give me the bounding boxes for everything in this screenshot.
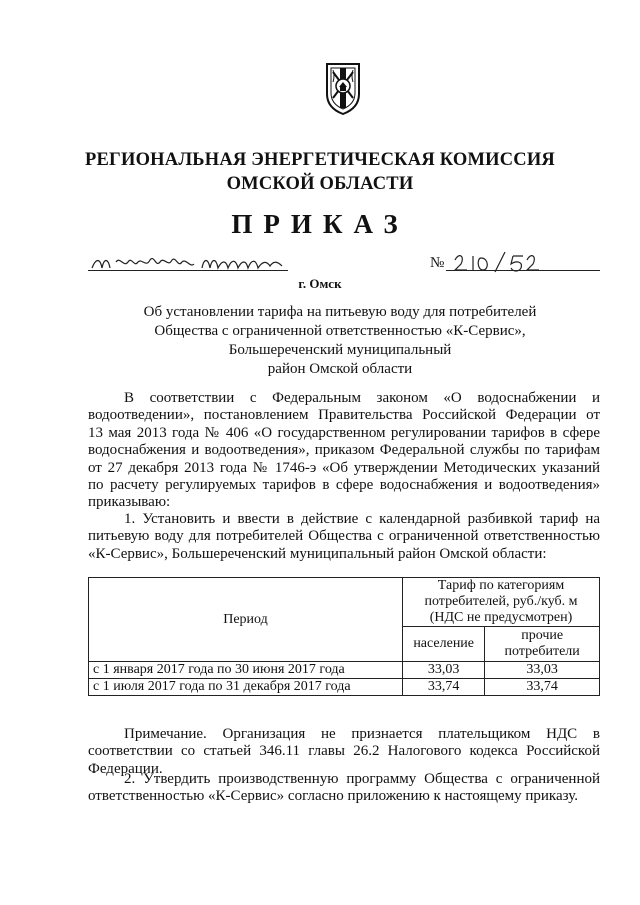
preamble-line: В соответствии с Федеральным законом «О водоснабжении и	[124, 390, 600, 406]
period-cell: с 1 января 2017 года по 30 июня 2017 года	[89, 662, 403, 679]
number-underline	[446, 270, 600, 271]
item1-line: «К-Сервис», Большереченский муниципальный район Омской области:	[88, 545, 547, 562]
note-line: Федерации.	[88, 760, 163, 777]
date-underline	[88, 270, 288, 271]
tariff-header: Тариф по категориям потребителей, руб./куб. м (НДС не предусмотрен)	[403, 578, 600, 627]
item2-paragraph	[88, 771, 600, 806]
preamble-line: приказываю:	[88, 494, 171, 511]
table-row	[89, 679, 600, 696]
item1-paragraph	[88, 511, 600, 563]
note-line: Примечание. Организация не признается плательщиком НДС в	[124, 726, 600, 742]
population-tariff-cell: 33,74	[403, 679, 485, 696]
preamble-paragraph	[88, 390, 600, 512]
city: г. Омск	[298, 276, 342, 291]
note-line: соответствии со статьей 346.11 главы 26.2 Налогового кодекса Российской	[88, 743, 600, 760]
other-tariff-cell: 33,74	[485, 679, 600, 696]
subject-line: район Омской области	[267, 361, 413, 377]
preamble-line: 13 мая 2013 года № 406 «О государственном регулировании тарифов в сфере	[88, 424, 600, 441]
preamble-line: водоотведении», постановлением Правительства Российской Федерации от	[88, 407, 600, 424]
organization-name-line2: ОМСКОЙ ОБЛАСТИ	[226, 174, 414, 194]
preamble-line: по расчету регулируемых тарифов в сфере водоснабжения и водоотведения»	[88, 477, 600, 494]
document-type-title: ПРИКАЗ	[231, 209, 409, 239]
item1-line: питьевую воду для потребителей Общества с ограниченной ответственностью	[88, 528, 600, 545]
table-row	[89, 662, 600, 679]
number-label: №	[430, 255, 445, 271]
item1-line: 1. Установить и ввести в действие с календарной разбивкой тариф на	[124, 511, 600, 527]
period-header: Период	[89, 578, 403, 662]
organization-name-line1: РЕГИОНАЛЬНАЯ ЭНЕРГЕТИЧЕСКАЯ КОМИССИЯ	[84, 150, 555, 170]
item2-line: ответственностью «К-Сервис» согласно приложению к настоящему приказу.	[88, 788, 578, 805]
subject-line: Об установлении тарифа на питьевую воду для потребителей	[143, 304, 537, 320]
preamble-line: водоснабжения и водоотведения», приказом Федеральной службы по тарифам	[88, 442, 600, 459]
population-tariff-cell: 33,03	[403, 662, 485, 679]
other-tariff-cell: 33,03	[485, 662, 600, 679]
other-consumers-header: прочие потребители	[485, 627, 600, 662]
period-cell: с 1 июля 2017 года по 31 декабря 2017 года	[89, 679, 403, 696]
subject-line: Общества с ограниченной ответственностью «К-Сервис»,	[154, 323, 526, 339]
preamble-line: от 27 декабря 2013 года № 1746-э «Об утверждении Методических указаний	[88, 459, 600, 476]
coat-of-arms-icon	[323, 60, 363, 116]
population-header: население	[403, 627, 485, 662]
item2-line: 2. Утвердить производственную программу Общества с ограниченной	[124, 771, 600, 787]
order-subject	[0, 303, 640, 379]
tariff-table	[88, 577, 600, 696]
subject-line: Большереченский муниципальный	[228, 342, 452, 358]
